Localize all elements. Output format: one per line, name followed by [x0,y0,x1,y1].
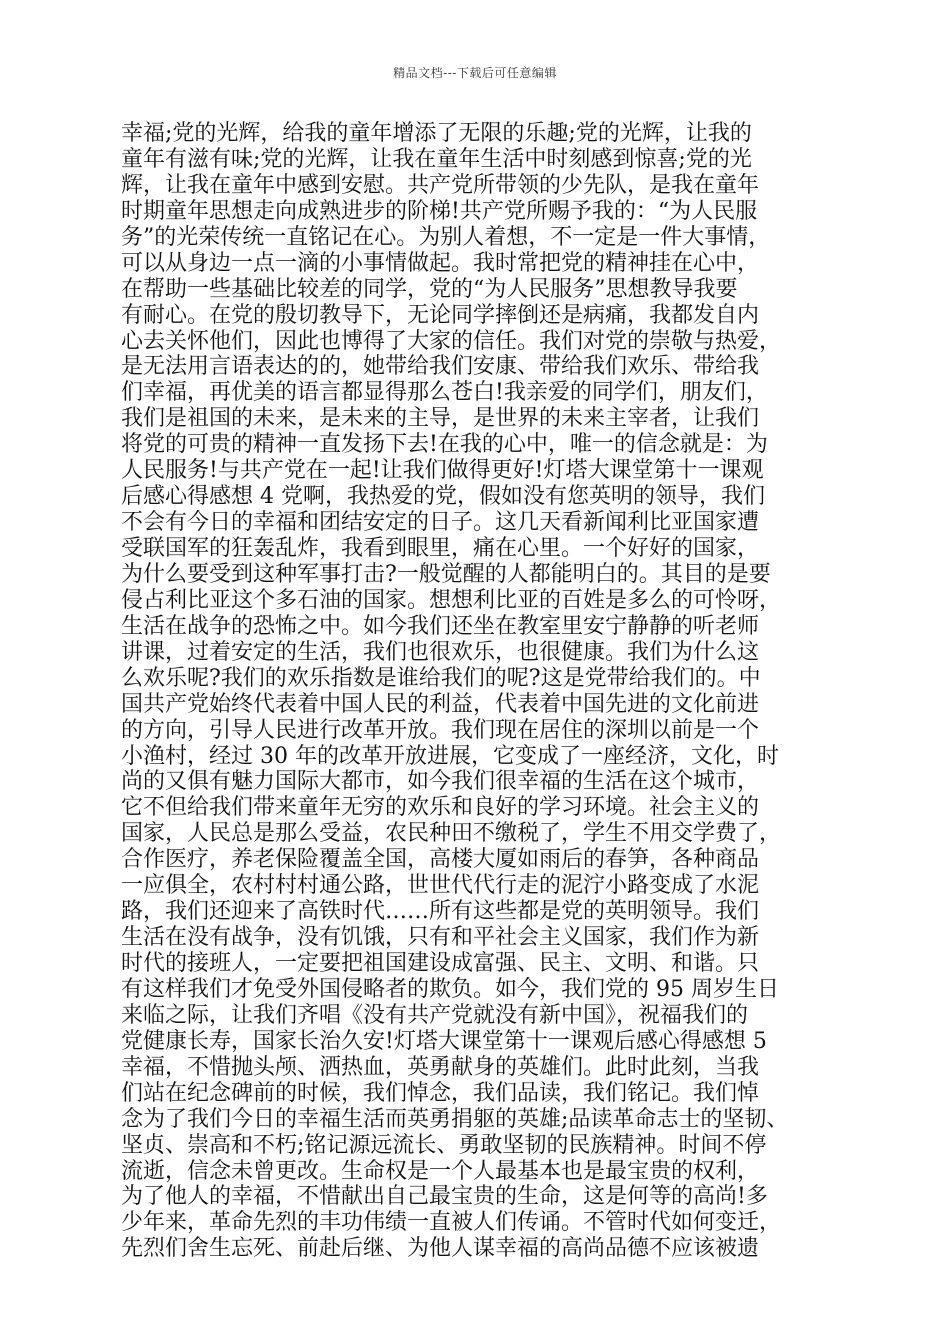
text-line: 少年来，革命先烈的丰功伟绩一直被人们传诵。不管时代如何变迁， [121,1210,782,1236]
text-line: 来临之际，让我们齐唱《没有共产党就没有新中国》，祝福我们的 [121,1002,749,1028]
text-line: 们站在纪念碑前的时候，我们悼念，我们品读，我们铭记。我们悼 [121,1080,760,1106]
document-body [121,121,827,1262]
text-line: 是无法用言语表达的的，她带给我们安康、带给我们欢乐、带给我 [121,354,760,380]
text-line: 讲课，过着安定的生活，我们也很欢乐，也很健康。我们为什么这 [121,639,760,665]
text-line: 受联国军的狂轰乱炸，我看到眼里，痛在心里。一个好好的国家， [121,536,760,561]
text-line: 人民服务!与共产党在一起!让我们做得更好!灯塔大课堂第十一课观 [121,458,764,484]
text-line: 路，我们还迎来了高铁时代……所有这些都是党的英明领导。我们 [121,899,760,925]
text-line: 国家，人民总是那么受益，农民种田不缴税了，学生不用交学费了， [121,821,782,847]
text-line: 生活在战争的恐怖之中。如今我们还坐在教室里安宁静静的听老师 [121,613,760,639]
text-line: 为什么要受到这种军事打击?一般觉醒的人都能明白的。其目的是要 [121,561,771,587]
text-line: 时期童年思想走向成熟进步的阶梯!共产党所赐予我的：“为人民服 [121,198,758,224]
text-line: 党健康长寿，国家长治久安!灯塔大课堂第十一课观后感心得感想 5 [121,1028,767,1054]
text-line: 先烈们舍生忘死、前赴后继、为他人谋幸福的高尚品德不应该被遗 [121,1236,760,1262]
text-line: 生活在没有战争，没有饥饿，只有和平社会主义国家，我们作为新 [121,925,760,951]
text-line: 侵占利比亚这个多石油的国家。想想利比亚的百姓是多么的可怜呀， [121,587,782,613]
text-line: 幸福;党的光辉，给我的童年增添了无限的乐趣;党的光辉，让我的 [121,121,752,146]
text-line: 将党的可贵的精神一直发扬下去!在我的心中，唯一的信念就是：为 [121,432,768,458]
text-line: 一应俱全，农村村村通公路，世世代代行走的泥泞小路变成了水泥 [121,873,760,899]
text-line: 辉，让我在童年中感到安慰。共产党所带领的少先队，是我在童年 [121,172,760,198]
text-line: 尚的又俱有魅力国际大都市，如今我们很幸福的生活在这个城市， [121,769,760,795]
text-line: 务”的光荣传统一直铭记在心。为别人着想，不一定是一件大事情， [121,224,771,250]
text-line: 合作医疗，养老保险覆盖全国，高楼大厦如雨后的春笋，各种商品 [121,847,760,873]
text-line: 可以从身边一点一滴的小事情做起。我时常把党的精神挂在心中， [121,250,760,276]
text-line: 坚贞、崇高和不朽;铭记源远流长、勇敢坚韧的民族精神。时间不停 [121,1132,767,1158]
text-line: 流逝，信念未曾更改。生命权是一个人最基本也是最宝贵的权利， [121,1158,760,1184]
text-line: 国共产党始终代表着中国人民的利益，代表着中国先进的文化前进 [121,691,760,717]
text-line: 时代的接班人，一定要把祖国建设成富强、民主、文明、和谐。只 [121,951,760,976]
text-line: 心去关怀他们，因此也博得了大家的信任。我们对党的崇敬与热爱， [121,328,782,354]
text-line: 小渔村，经过 30 年的改革开放进展，它变成了一座经济，文化，时 [121,743,779,769]
text-line: 有这样我们才免受外国侵略者的欺负。如今，我们党的 95 周岁生日 [121,976,779,1002]
text-line: 在帮助一些基础比较差的同学，党的“为人民服务”思想教导我要 [121,276,738,302]
text-line: 的方向，引导人民进行改革开放。我们现在居住的深圳以前是一个 [121,717,760,743]
text-line: 不会有今日的幸福和团结安定的日子。这几天看新闻利比亚国家遭 [121,510,760,536]
text-line: 念为了我们今日的幸福生活而英勇捐躯的英雄;品读革命志士的坚韧、 [121,1106,789,1132]
text-line: 我们是祖国的未来，是未来的主导，是世界的未来主宰者，让我们 [121,406,760,432]
text-line: 幸福，不惜抛头颅、洒热血，英勇献身的英雄们。此时此刻，当我 [121,1054,760,1080]
text-line: 么欢乐呢?我们的欢乐指数是谁给我们的呢?这是党带给我们的。中 [121,665,761,691]
text-line: 为了他人的幸福，不惜献出自己最宝贵的生命，这是何等的高尚!多 [121,1184,768,1210]
text-line: 它不但给我们带来童年无穷的欢乐和良好的学习环境。社会主义的 [121,795,760,821]
text-line: 后感心得感想 4 党啊，我热爱的党，假如没有您英明的领导，我们 [121,484,765,510]
page-header: 精品文档---下载后可任意编辑 [393,66,557,80]
text-line: 有耐心。在党的殷切教导下，无论同学摔倒还是病痛，我都发自内 [121,302,760,328]
text-line: 童年有滋有味;党的光辉，让我在童年生活中时刻感到惊喜;党的光 [121,146,752,172]
text-line: 们幸福，再优美的语言都显得那么苍白!我亲爱的同学们，朋友们， [121,380,768,406]
